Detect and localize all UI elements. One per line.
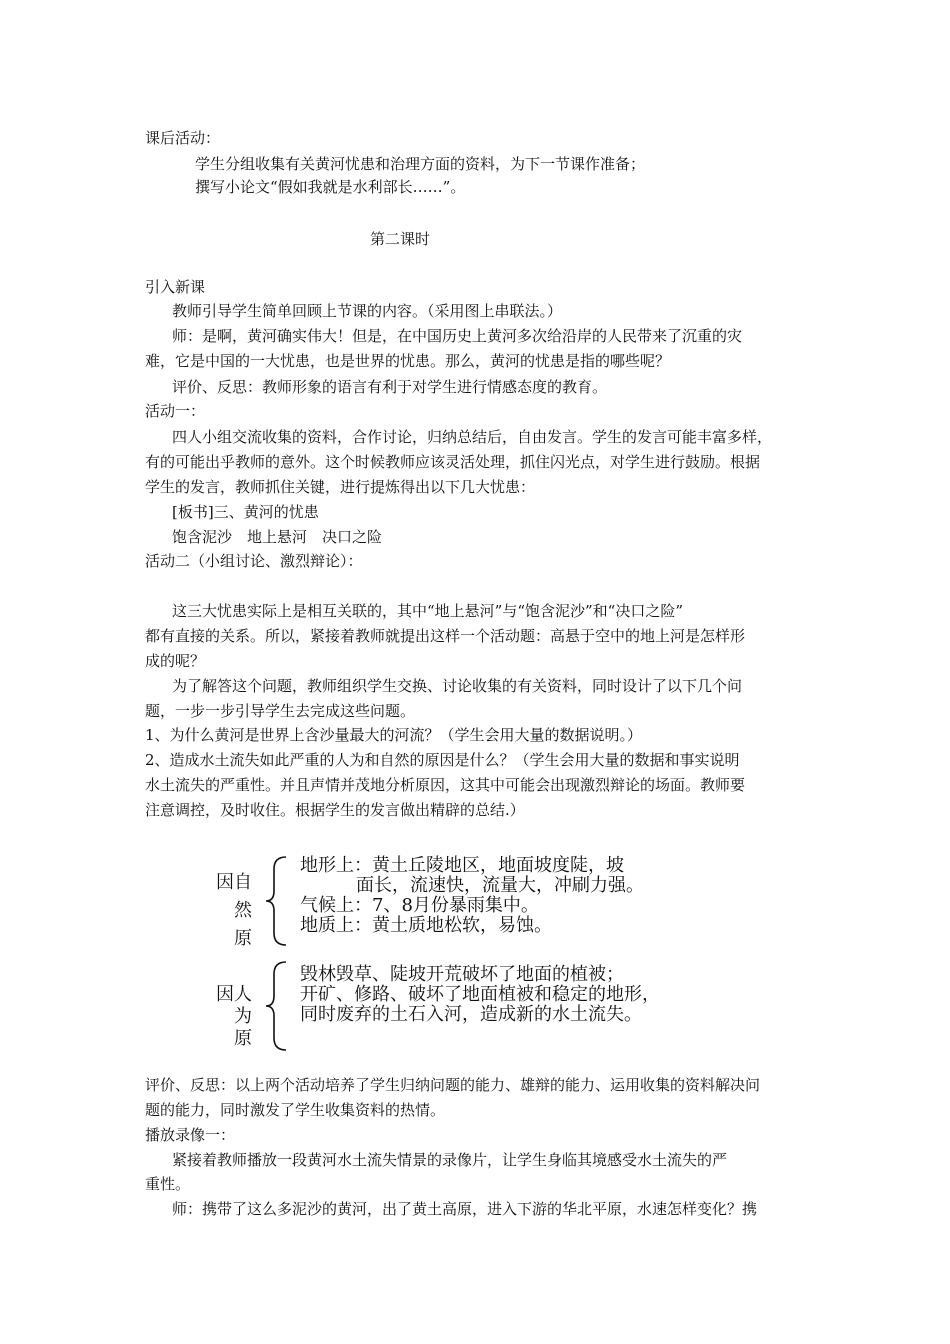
text-line: 题，一步一步引导学生去完成这些问题。 xyxy=(145,702,416,720)
section-heading: 活动二（小组讨论、激烈辩论）： xyxy=(145,552,363,570)
text-line: 评价、反思：以上两个活动培养了学生归纳问题的能力、雄辩的能力、运用收集的资料解决问 xyxy=(145,1076,761,1094)
text-line: 重性。 xyxy=(145,1175,191,1193)
text-line: 为了解答这个问题，教师组织学生交换、讨论收集的有关资料，同时设计了以下几个问 xyxy=(172,677,743,695)
text-line: 水土流失的严重性。并且声情并茂地分析原因，这其中可能会出现激烈辩论的场面。教师要 xyxy=(145,776,746,794)
human-cause-line: 同时废弃的土石入河，造成新的水土流失。 xyxy=(300,1004,642,1025)
text-line: 教师引导学生简单回顾上节课的内容。（采用图上串联法。） xyxy=(172,302,563,320)
text-line: 题的能力，同时激发了学生收集资料的热情。 xyxy=(145,1101,446,1119)
board-note: [板书]三、黄河的忧患 xyxy=(172,503,319,521)
text-line: 有的可能出乎教师的意外。这个时候教师应该灵活处理，抓住闪光点，对学生进行鼓励。根据 xyxy=(145,453,761,471)
brace-natural xyxy=(262,855,292,947)
text-line: 这三大忧患实际上是相互关联的，其中“地上悬河”与“饱含泥沙”和“决口之险” xyxy=(172,602,684,620)
section-heading: 活动一： xyxy=(145,402,206,420)
text-line: 四人小组交流收集的资料，合作讨论，归纳总结后，自由发言。学生的发言可能丰富多样， xyxy=(172,428,773,446)
text-line: 都有直接的关系。所以，紧接着教师就提出这样一个活动题：高悬于空中的地上河是怎样形 xyxy=(145,627,746,645)
section-heading: 播放录像一： xyxy=(145,1126,236,1144)
after-class-heading: 课后活动： xyxy=(145,129,221,147)
natural-cause-line: 地形上：黄土丘陵地区，地面坡度陡，坡 xyxy=(300,855,624,876)
text-line: 师：是啊，黄河确实伟大！但是，在中国历史上黄河多次给沿岸的人民带来了沉重的灾 xyxy=(172,327,743,345)
text-line: 评价、反思：教师形象的语言有利于对学生进行情感态度的教育。 xyxy=(172,378,608,396)
board-items: 饱含泥沙 地上悬河 决口之险 xyxy=(172,528,383,546)
text-line: 撰写小论文“假如我就是水利部长……”。 xyxy=(195,178,466,196)
human-cause-line: 开矿、修路、破坏了地面植被和稳定的地形， xyxy=(300,984,660,1005)
text-line: 成的呢？ xyxy=(145,652,206,670)
natural-cause-line: 面长，流速快，流量大，冲刷力强。 xyxy=(356,875,644,896)
question-1: 1、为什么黄河是世界上含沙量最大的河流？（学生会用大量的数据说明。） xyxy=(145,726,643,744)
text-line: 学生分组收集有关黄河忧患和治理方面的资料，为下一节课作准备； xyxy=(195,155,646,173)
text-line: 注意调控，及时收住。根据学生的发言做出精辟的总结.） xyxy=(145,801,525,819)
question-2: 2、造成水土流失如此严重的人为和自然的原因是什么？（学生会用大量的数据和事实说明 xyxy=(145,751,740,769)
natural-cause-line: 地质上：黄土质地松软，易蚀。 xyxy=(300,915,552,936)
lesson-title: 第二课时 xyxy=(370,230,431,248)
section-heading: 引入新课 xyxy=(145,278,206,296)
text-line: 难，它是中国的一大忧患，也是世界的忧患。那么，黄河的忧患是指的哪些呢？ xyxy=(145,352,671,370)
brace-human xyxy=(262,960,292,1052)
natural-cause-line: 气候上：7、8月份暴雨集中。 xyxy=(300,895,539,916)
text-line: 师：携带了这么多泥沙的黄河，出了黄土高原，进入下游的华北平原，水速怎样变化？携 xyxy=(172,1200,758,1218)
text-line: 学生的发言，教师抓住关键，进行提炼得出以下几大忧患： xyxy=(145,478,536,496)
human-cause-line: 毁林毁草、陡坡开荒破坏了地面的植被； xyxy=(300,964,624,985)
text-line: 紧接着教师播放一段黄河水土流失情景的录像片，让学生身临其境感受水土流失的严 xyxy=(172,1151,728,1169)
